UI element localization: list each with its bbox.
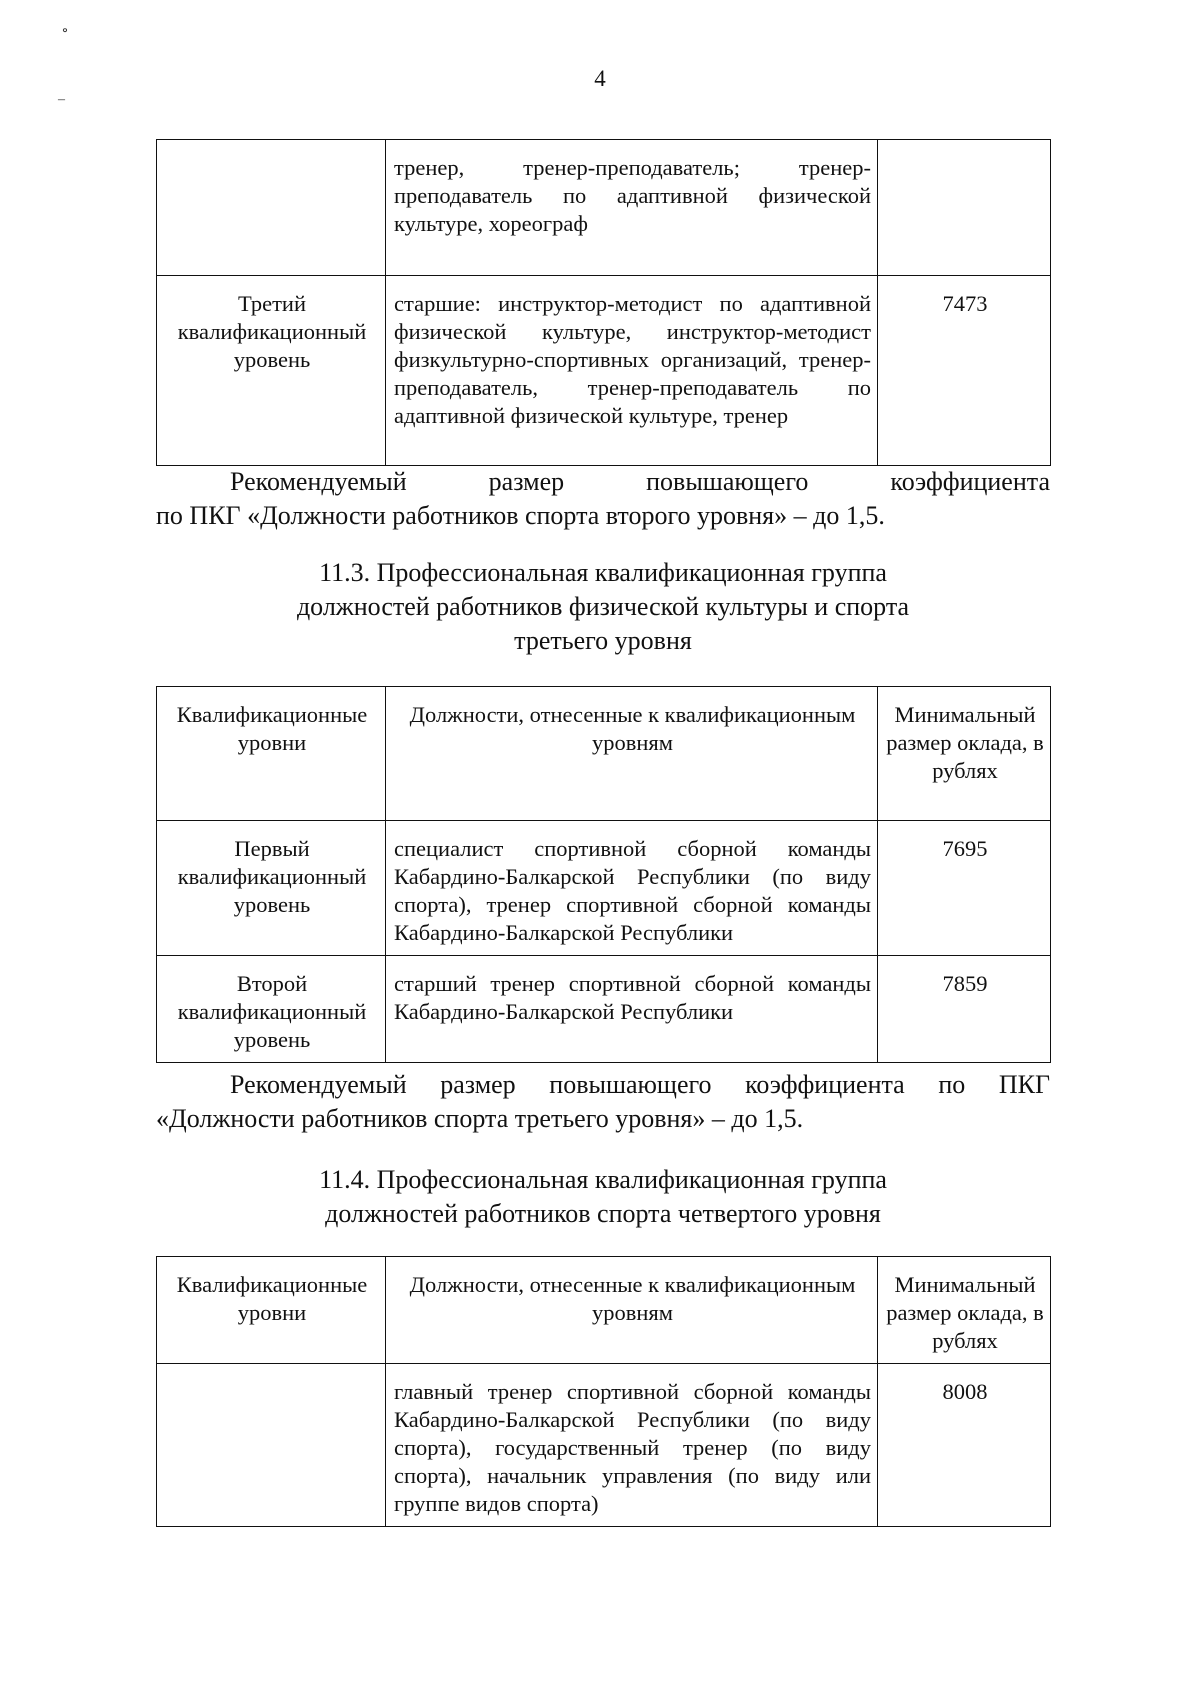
coefficient-line: Рекомендуемый размер повышающего коэффициента по ПКГ xyxy=(230,1070,1050,1099)
scan-artifact-mark: – xyxy=(58,92,65,107)
coefficient-paragraph xyxy=(156,465,1050,533)
amount-cell xyxy=(878,140,1051,276)
table-header-row xyxy=(157,687,1051,821)
level-cell: Второй квалификационный уровень xyxy=(157,956,386,1063)
section-title-line: 11.4. Профессиональная квалификационная группа xyxy=(319,1165,887,1194)
table-row xyxy=(157,276,1051,466)
header-positions: Должности, отнесенные к квалификационным уровням xyxy=(386,687,878,821)
scan-artifact-mark: ॰ xyxy=(62,25,68,40)
positions-cell: старший тренер спортивной сборной команды Кабардино-Балкарской Республики xyxy=(386,956,878,1063)
section-title-line: должностей работников спорта четвертого уровня xyxy=(325,1199,881,1228)
amount-cell: 7859 xyxy=(878,956,1051,1063)
table-row xyxy=(157,140,1051,276)
section-title-line: должностей работников физической культуры и спорта xyxy=(296,592,910,621)
table-header-row xyxy=(157,1257,1051,1364)
section-title xyxy=(156,556,1050,658)
header-levels: Квалификационные уровни xyxy=(157,1257,386,1364)
table-row xyxy=(157,956,1051,1063)
table-11-4 xyxy=(156,1256,1051,1527)
coefficient-line: по ПКГ «Должности работников спорта второго уровня» – до 1,5. xyxy=(156,501,885,530)
section-title xyxy=(156,1163,1050,1231)
header-positions: Должности, отнесенные к квалификационным уровням xyxy=(386,1257,878,1364)
positions-cell: главный тренер спортивной сборной команды Кабардино-Балкарской Республики (по виду спорта), государственный тренер (по виду спорта), начальник управления (по виду или группе видов спорта) xyxy=(386,1364,878,1527)
coefficient-line: «Должности работников спорта третьего уровня» – до 1,5. xyxy=(156,1104,804,1133)
table-row xyxy=(157,1364,1051,1527)
table-row xyxy=(157,821,1051,956)
level-cell xyxy=(157,1364,386,1527)
positions-cell: тренер, тренер-преподаватель; тренер-преподаватель по адаптивной физической культуре, хореограф xyxy=(386,140,878,276)
header-salary: Минимальный размер оклада, в рублях xyxy=(878,687,1051,821)
level-cell: Третий квалификационный уровень xyxy=(157,276,386,466)
section-title-line: 11.3. Профессиональная квалификационная группа xyxy=(319,558,887,587)
table-11-3 xyxy=(156,686,1051,1063)
header-levels: Квалификационные уровни xyxy=(157,687,386,821)
coefficient-line: Рекомендуемый размер повышающего коэффициента xyxy=(230,467,1050,496)
positions-cell: специалист спортивной сборной команды Кабардино-Балкарской Республики (по виду спорта), тренер спортивной сборной команды Кабардино-Балкарской Республики xyxy=(386,821,878,956)
level-cell xyxy=(157,140,386,276)
header-salary: Минимальный размер оклада, в рублях xyxy=(878,1257,1051,1364)
positions-cell: старшие: инструктор-методист по адаптивной физической культуре, инструктор-методист физкультурно-спортивных организаций, тренер-преподаватель, тренер-преподаватель по адаптивной физической культуре, тренер xyxy=(386,276,878,466)
amount-cell: 7695 xyxy=(878,821,1051,956)
level-cell: Первый квалификационный уровень xyxy=(157,821,386,956)
section-title-line: третьего уровня xyxy=(514,626,692,655)
page-number: 4 xyxy=(594,66,606,91)
table-continued xyxy=(156,139,1051,466)
amount-cell: 8008 xyxy=(878,1364,1051,1527)
amount-cell: 7473 xyxy=(878,276,1051,466)
coefficient-paragraph xyxy=(156,1068,1050,1136)
